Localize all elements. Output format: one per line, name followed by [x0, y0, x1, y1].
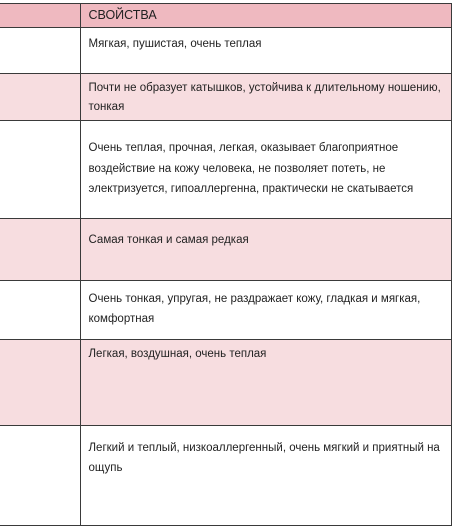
header-properties-cell: СВОЙСТВА: [80, 4, 452, 28]
table-row: [0, 74, 452, 121]
header-empty-cell: [0, 4, 80, 28]
table-row: [0, 281, 452, 340]
table-row: [0, 28, 452, 74]
table-row: [0, 340, 452, 426]
row-label-cell: [0, 340, 80, 426]
row-properties-text: Легкая, воздушная, очень теплая: [88, 348, 267, 360]
row-properties-text: Самая тонкая и самая редкая: [88, 234, 249, 246]
row-label-cell: [0, 219, 80, 281]
row-properties-cell: [80, 281, 452, 340]
row-properties-text: Легкий и теплый, низкоаллергенный, очень мягкий и приятный на ощупь: [88, 442, 440, 474]
properties-table: [0, 3, 452, 526]
row-label-cell: [0, 28, 80, 74]
row-label-cell: [0, 281, 80, 340]
row-properties-cell: [80, 426, 452, 526]
row-properties-text: Очень тонкая, упругая, не раздражает кожу, гладкая и мягкая, комфортная: [88, 293, 421, 325]
table-header-row: [0, 4, 452, 28]
row-label-cell: [0, 74, 80, 121]
row-label-cell: [0, 426, 80, 526]
row-properties-cell: [80, 74, 452, 121]
row-properties-text: Мягкая, пушистая, очень теплая: [88, 38, 262, 50]
table-row: [0, 219, 452, 281]
row-label-cell: [0, 121, 80, 219]
row-properties-text: Очень теплая, прочная, легкая, оказывает благоприятное воздействие на кожу человека, не позволяет потеть, не электризуется, гипоаллергенна, практически не скатывается: [88, 142, 414, 195]
row-properties-cell: [80, 340, 452, 426]
row-properties-cell: [80, 219, 452, 281]
row-properties-cell: [80, 28, 452, 74]
row-properties-text: Почти не образует катышков, устойчива к длительному ношению, тонкая: [88, 82, 441, 113]
table-row: [0, 121, 452, 219]
table-row: [0, 426, 452, 526]
row-properties-cell: [80, 121, 452, 219]
